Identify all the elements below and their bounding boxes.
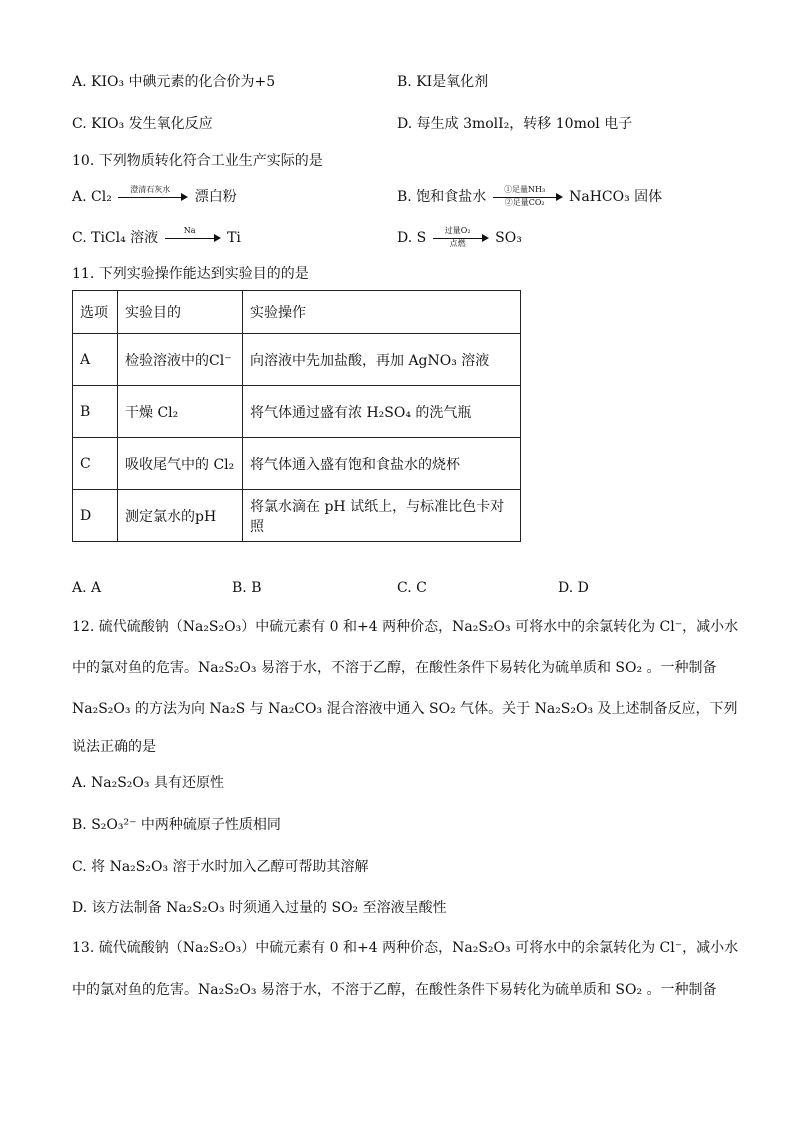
table-row: [73, 334, 521, 386]
header-cell-operation: 实验操作: [243, 291, 521, 334]
q10-a-prefix: A. Cl₂: [72, 189, 112, 205]
q12-stem-line-2: 中的氯对鱼的危害。Na₂S₂O₃ 易溶于水，不溶于乙醇，在酸性条件下易转化为硫单质和 SO₂ 。一种制备: [72, 660, 717, 676]
q13-stem-line-1: 13. 硫代硫酸钠（Na₂S₂O₃）中硫元素有 0 和+4 两种价态，Na₂S₂O₃ 可将水中的余氯转化为 Cl⁻，减小水: [72, 940, 739, 956]
arrow-condition-below: ②足量CO₂: [504, 198, 545, 207]
table-cell: 检验溶液中的Cl⁻: [118, 334, 243, 386]
q11-answer-b: B. B: [232, 580, 262, 596]
q10-c-suffix: Ti: [227, 230, 241, 246]
q10-d-prefix: D. S: [397, 230, 427, 246]
reaction-arrow: [165, 228, 221, 248]
experiment-table: [72, 290, 521, 542]
q13-stem-line-2: 中的氯对鱼的危害。Na₂S₂O₃ 易溶于水，不溶于乙醇，在酸性条件下易转化为硫单质和 SO₂ 。一种制备: [72, 982, 717, 998]
header-cell-option: 选项: [73, 291, 118, 334]
q10-c-prefix: C. TiCl₄ 溶液: [72, 230, 159, 246]
q10-option-b: [397, 187, 662, 207]
reaction-arrow: [118, 187, 188, 207]
q10-b-suffix: NaHCO₃ 固体: [569, 189, 663, 205]
arrow-condition-below: 点燃: [449, 239, 466, 248]
table-cell: 吸收尾气中的 Cl₂: [118, 438, 243, 490]
q12-option-b: B. S₂O₃²⁻ 中两种硫原子性质相同: [72, 817, 281, 833]
arrow-condition-above: ①足量NH₃: [504, 185, 546, 194]
q10-d-suffix: SO₃: [495, 230, 522, 246]
reaction-arrow: [433, 228, 489, 248]
q9-option-c: C. KIO₃ 发生氧化反应: [72, 116, 213, 132]
q9-option-a: A. KIO₃ 中碘元素的化合价为+5: [72, 74, 276, 90]
q9-option-b: B. KI是氧化剂: [397, 74, 489, 90]
q10-option-d: [397, 228, 522, 248]
table-cell: 将气体通过盛有浓 H₂SO₄ 的洗气瓶: [243, 386, 521, 438]
q12-option-a: A. Na₂S₂O₃ 具有还原性: [72, 775, 224, 791]
reaction-arrow: [493, 187, 563, 207]
header-cell-purpose: 实验目的: [118, 291, 243, 334]
q12-stem-line-1: 12. 硫代硫酸钠（Na₂S₂O₃）中硫元素有 0 和+4 两种价态，Na₂S₂O₃ 可将水中的余氯转化为 Cl⁻，减小水: [72, 619, 739, 635]
q11-answer-a: A. A: [72, 580, 102, 596]
table-cell: 将气体通入盛有饱和食盐水的烧杯: [243, 438, 521, 490]
table-cell: 干燥 Cl₂: [118, 386, 243, 438]
arrow-condition-above: Na: [183, 226, 196, 235]
table-cell: D: [73, 490, 118, 542]
table-row: [73, 438, 521, 490]
q12-stem-line-3: Na₂S₂O₃ 的方法为向 Na₂S 与 Na₂CO₃ 混合溶液中通入 SO₂ 气体。关于 Na₂S₂O₃ 及上述制备反应，下列: [72, 701, 738, 717]
table-cell: 测定氯水的pH: [118, 490, 243, 542]
q9-option-d: D. 每生成 3molI₂，转移 10mol 电子: [397, 116, 633, 132]
arrow-condition-above: 过量O₂: [444, 226, 471, 235]
q10-option-c: [72, 228, 241, 248]
q10-a-suffix: 漂白粉: [194, 189, 237, 205]
table-header-row: [73, 291, 521, 334]
q12-stem-line-4: 说法正确的是: [72, 739, 156, 755]
table-cell: C: [73, 438, 118, 490]
table-row: [73, 386, 521, 438]
arrow-condition-above: 澄清石灰水: [130, 185, 171, 194]
q11-answer-c: C. C: [397, 580, 427, 596]
table-cell: 将氯水滴在 pH 试纸上，与标准比色卡对照: [243, 490, 521, 542]
table-cell: 向溶液中先加盐酸，再加 AgNO₃ 溶液: [243, 334, 521, 386]
q12-option-c: C. 将 Na₂S₂O₃ 溶于水时加入乙醇可帮助其溶解: [72, 859, 369, 875]
table-row: [73, 490, 521, 542]
q11-answer-d: D. D: [558, 580, 589, 596]
q10-stem: 10. 下列物质转化符合工业生产实际的是: [72, 153, 323, 169]
table-cell: B: [73, 386, 118, 438]
q12-option-d: D. 该方法制备 Na₂S₂O₃ 时须通入过量的 SO₂ 至溶液呈酸性: [72, 900, 447, 916]
q10-option-a: [72, 187, 237, 207]
table-cell: A: [73, 334, 118, 386]
q11-stem: 11. 下列实验操作能达到实验目的的是: [72, 266, 309, 282]
q10-b-prefix: B. 饱和食盐水: [397, 189, 487, 205]
